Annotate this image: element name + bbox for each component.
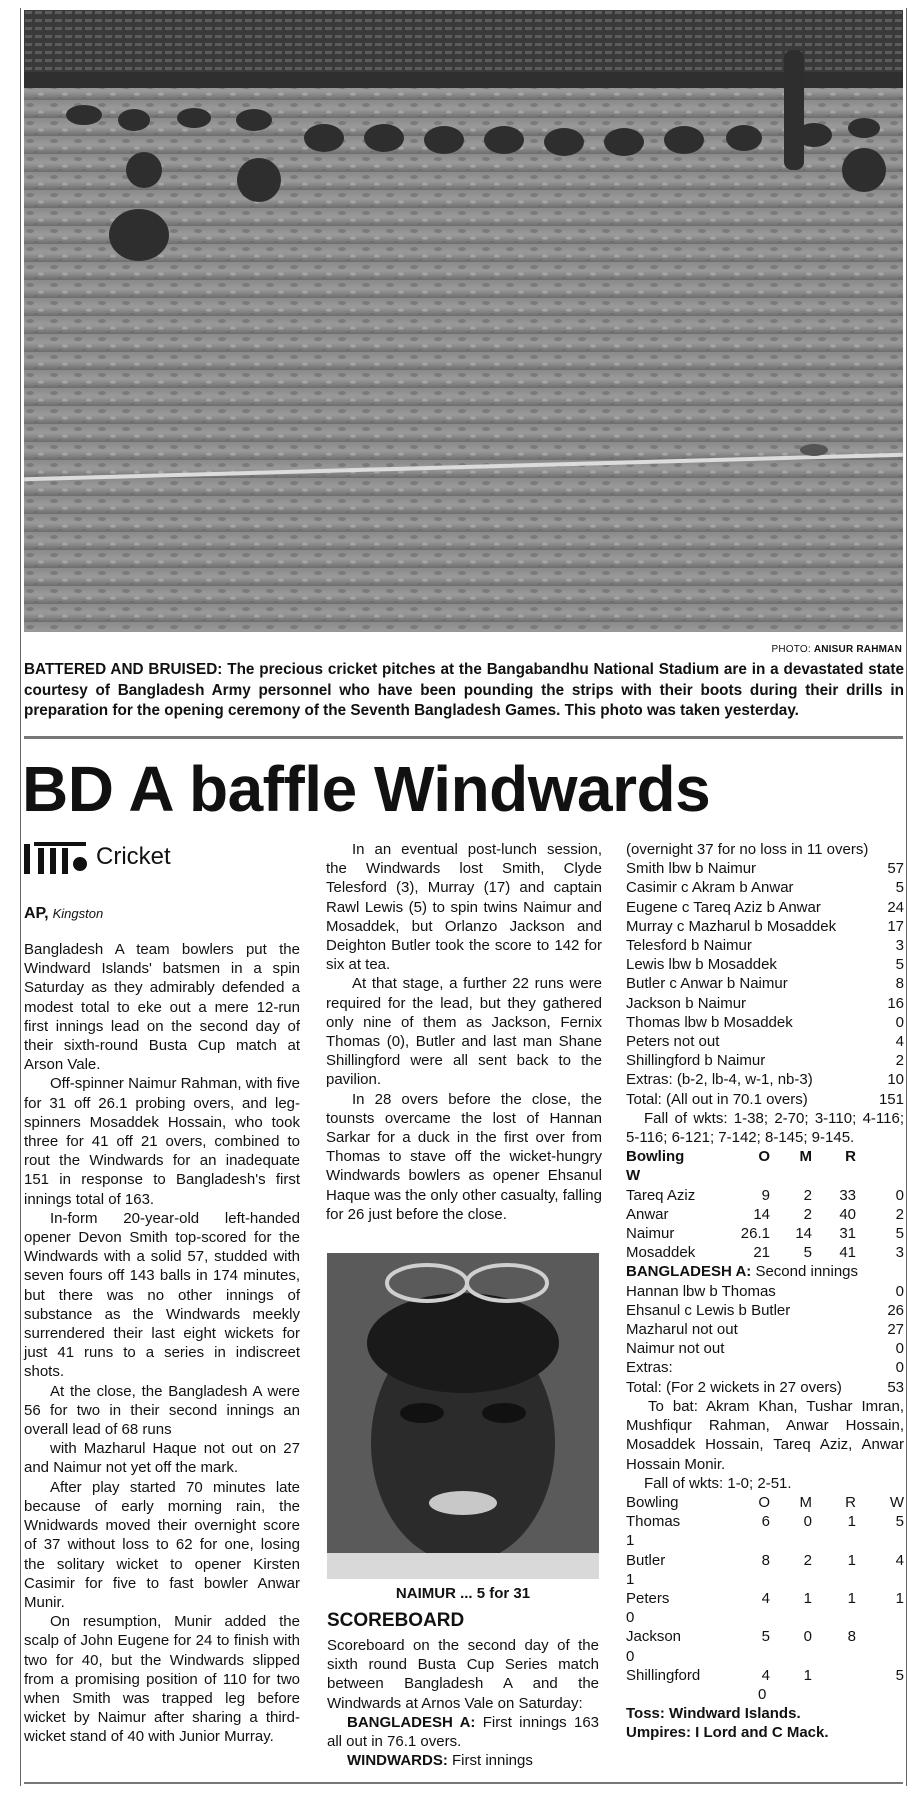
second-innings-heading: BANGLADESH A: Second innings (626, 1263, 859, 1281)
runs: 4 (895, 1033, 904, 1051)
runs: 5 (895, 956, 904, 974)
player-photo-caption: NAIMUR ... 5 for 31 (395, 1585, 531, 1602)
player-photo (327, 1253, 599, 1579)
bowling-r (812, 1666, 856, 1685)
dateline: AP, Kingston (24, 905, 104, 922)
bowling-o: 4 (761, 1589, 770, 1607)
paragraph: At that stage, a further 22 runs were required for the lead, but they gathered only nine of them as Jackson, Fernix Thomas (0), Butler and last man Shane Shillingford were all sent back to the pavilion. (326, 975, 602, 1089)
fall-of-wickets: Fall of wkts: 1-38; 2-70; 3-110; 4-116; 5-116; 6-121; 7-142; 8-145; 9-145. (626, 1109, 904, 1147)
scorecard-row (626, 859, 904, 878)
batsman-entry: Shillingford b Naimur (626, 1052, 766, 1070)
bowling-m: 0 (803, 1513, 812, 1531)
batsman-entry: Murray c Mazharul b Mosaddek (626, 917, 837, 935)
bowling-o: 5 (761, 1628, 770, 1646)
batsman-entry: Extras: (b-2, lb-4, w-1, nb-3) (626, 1071, 813, 1089)
headline: BD A baffle Windwards (22, 753, 711, 825)
bowling-row (626, 1186, 904, 1205)
bowling-header: Bowling O M R (626, 1148, 856, 1166)
article-column-1 (24, 940, 300, 1747)
runs: 17 (887, 917, 904, 935)
scoreboard-intro: Scoreboard on the second day of the sixth round Busta Cup Series match between Bangladesh A and the Windwards at Arnos Vale on Saturday: BANGLADESH A: First innings 163 all out in 76.1 overs. WINDWARDS: First innings (327, 1637, 599, 1770)
batsman-entry: Extras: (626, 1359, 673, 1377)
batsman-entry: Casimir c Akram b Anwar (626, 879, 794, 897)
bowling-o: 9 (761, 1186, 770, 1204)
bowling-w: 2 (895, 1205, 904, 1223)
runs: 0 (895, 1013, 904, 1031)
runs: 151 (878, 1090, 904, 1108)
bowling-name: Peters (626, 1589, 670, 1607)
bangladesh-bowling (626, 1186, 904, 1263)
runs: 53 (887, 1378, 904, 1396)
stadium-photo (24, 10, 903, 632)
runs: 16 (887, 994, 904, 1012)
batsman-entry: Butler c Anwar b Naimur (626, 975, 788, 993)
batsman-entry: Telesford b Naimur (626, 937, 752, 955)
bottom-divider (24, 1782, 903, 1784)
bowling-name: Jackson (626, 1628, 682, 1646)
scorecard-row (626, 1051, 904, 1070)
scorecard-row (626, 1320, 904, 1339)
runs: 0 (895, 1340, 904, 1358)
bowling-r: 41 (839, 1244, 856, 1262)
scorecard-row (626, 1378, 904, 1397)
bowling-m: 2 (803, 1186, 812, 1204)
runs: 2 (895, 1052, 904, 1070)
runs: 5 (895, 879, 904, 897)
paragraph: After play started 70 minutes late because of early morning rain, the Wnidwards moved their overnight score of 37 without loss to 62 for one, losing the solitary wicket to opener Kirsten Casimir for five to fast bowler Anwar Munir. (24, 1478, 300, 1611)
scorecard-row (626, 917, 904, 936)
bowling-row (626, 1589, 904, 1608)
umpires: Umpires: I Lord and C Mack. (626, 1724, 829, 1742)
scorecard-row (626, 1013, 904, 1032)
bowling-row (626, 1551, 904, 1570)
bowling-w: 0 (895, 1186, 904, 1204)
batsman-entry: Total: (For 2 wickets in 27 overs) (626, 1378, 842, 1396)
toss: Toss: Windward Islands. (626, 1705, 801, 1723)
fall-of-wickets-2: Fall of wkts: 1-0; 2-51. (644, 1474, 792, 1492)
bowling-m: 0 (803, 1628, 812, 1646)
bowling-r: 8 (847, 1628, 856, 1646)
scorecard-row (626, 974, 904, 993)
paragraph: On resumption, Munir added the scalp of John Eugene for 24 to finish with two for 40, but the Windwards slipped from a promising position of 110 for two when Smith was trapped leg before wicket by Naimur after sharing a third-wicket stand of 40 with Junior Murray. (24, 1613, 300, 1746)
bowling-name: Butler (626, 1551, 666, 1569)
to-bat: To bat: Akram Khan, Tushar Imran, Mushfiqur Rahman, Anwar Hossain, Mosaddek Hossain, Tareq Aziz, Anwar Hossain Monir. (626, 1397, 904, 1473)
runs: 3 (895, 937, 904, 955)
bowling-name: Anwar (626, 1205, 669, 1223)
bowling-w (856, 1627, 904, 1646)
paragraph: Off-spinner Naimur Rahman, with five for 31 off 26.1 probing overs, and leg-spinners Mosaddek Hossain, who took three for 41 off 21 overs, combined to rout the Windwards for an inadequate 151 in response to Bangladesh's first innings total of 163. (24, 1075, 300, 1208)
runs: 57 (887, 860, 904, 878)
bowling-row (626, 1243, 904, 1262)
runs: 0 (895, 1359, 904, 1377)
bowling-r: 40 (839, 1205, 856, 1223)
bowling-wrap-value: 1 (626, 1570, 635, 1588)
bowling-r: 1 (847, 1513, 856, 1531)
bowling-w: 1 (895, 1589, 904, 1607)
bowling-w: 3 (895, 1244, 904, 1262)
photo-caption (24, 660, 904, 722)
bowling-r: 1 (847, 1551, 856, 1569)
scorecard-row (626, 936, 904, 955)
batsman-entry: Peters not out (626, 1033, 720, 1051)
windwards-bowling (626, 1512, 904, 1704)
scorecard-row (626, 1032, 904, 1051)
bowling-wrap-value: 0 (758, 1685, 767, 1703)
paragraph: At the close, the Bangladesh A were 56 for two in their second innings an overall lead of 68 runs (24, 1382, 300, 1439)
bangladesh-batting (626, 1282, 904, 1397)
bowling-m: 1 (803, 1666, 812, 1684)
bowling-row (626, 1224, 904, 1243)
bowling-row (626, 1512, 904, 1531)
cricket-stumps-icon (24, 840, 90, 874)
right-border (906, 8, 907, 1786)
bowling-o: 8 (761, 1551, 770, 1569)
paragraph: In-form 20-year-old left-handed opener Devon Smith top-scored for the Windwards with a solid 57, studded with seven fours off 143 balls in 174 minutes, but there was no other innings of substance as the Windwards meekly surrendered their last eight wickets for just 41 runs to a series in indiscreet shots. (24, 1209, 300, 1381)
scorecard-row (626, 898, 904, 917)
batsman-entry: Mazharul not out (626, 1321, 738, 1339)
bowling-o: 4 (761, 1666, 770, 1684)
bowling-r: 31 (839, 1225, 856, 1243)
scorecard-row (626, 1070, 904, 1089)
scorecard-column (626, 840, 904, 1743)
runs: 10 (887, 1071, 904, 1089)
scorecard-row (626, 1358, 904, 1377)
bowling-m: 2 (803, 1551, 812, 1569)
bowling-o: 14 (753, 1205, 770, 1223)
batsman-entry: Ehsanul c Lewis b Butler (626, 1301, 791, 1319)
scoreboard-title: SCOREBOARD (327, 1610, 465, 1631)
paragraph: with Mazharul Haque not out on 27 and Naimur not yet off the mark. (24, 1440, 300, 1477)
batsman-entry: Jackson b Naimur (626, 994, 747, 1012)
overnight-note: (overnight 37 for no loss in 11 overs) (626, 841, 869, 858)
bowling-row (626, 1627, 904, 1646)
batsman-entry: Eugene c Tareq Aziz b Anwar (626, 898, 821, 916)
scorecard-row (626, 994, 904, 1013)
scorecard-row (626, 955, 904, 974)
runs: 27 (887, 1321, 904, 1339)
batsman-entry: Hannan lbw b Thomas (626, 1282, 776, 1300)
bowling-name: Mosaddek (626, 1244, 696, 1262)
paragraph: Bangladesh A team bowlers put the Windward Islands' batsmen in a spin Saturday as they admirably defended a modest total to eke out a mere 12-run first innings lead on the second day of their sixth-round Busta Cup match at Arson Vale. (24, 941, 300, 1074)
bowling-r: 1 (847, 1589, 856, 1607)
scorecard-row (626, 878, 904, 897)
batsman-entry: Thomas lbw b Mosaddek (626, 1013, 793, 1031)
bowling-w: 4 (895, 1551, 904, 1569)
left-border (20, 8, 21, 1786)
runs: 0 (895, 1282, 904, 1300)
bowling-wrap-value: 0 (626, 1647, 635, 1665)
bowling-wrap-value: 0 (626, 1609, 635, 1627)
bowling-name: Naimur (626, 1225, 675, 1243)
scorecard-row (626, 1339, 904, 1358)
article-column-2 (326, 840, 602, 1224)
runs: 24 (887, 898, 904, 916)
bowling-w: 5 (895, 1666, 904, 1684)
bowling-o: 21 (753, 1244, 770, 1262)
bowling-w: 5 (895, 1225, 904, 1243)
runs: 8 (895, 975, 904, 993)
bowling-r: 33 (839, 1186, 856, 1204)
runs: 26 (887, 1301, 904, 1319)
bowling-o: 6 (761, 1513, 770, 1531)
batsman-entry: Total: (All out in 70.1 overs) (626, 1090, 808, 1108)
section-title: Cricket (96, 843, 171, 870)
paragraph: In 28 overs before the close, the tounsts overcame the lost of Hannan Sarkar for a duck in the first over from Thomas to stave off the wicket-hungry Windwards bowlers as opener Ehsanul Haque was the only other casualty, falling for 26 just before the close. (326, 1090, 602, 1223)
bowling-wrap-value: 1 (626, 1532, 635, 1550)
windwards-batting (626, 859, 904, 1109)
caption-lead: BATTERED AND BRUISED: (24, 661, 223, 678)
scorecard-row (626, 1282, 904, 1301)
bowling-header-w: W (626, 1167, 641, 1185)
caption-text: The precious cricket pitches at the Bangabandhu National Stadium are in a devastated state courtesy of Bangladesh Army personnel who have been pounding the strips with their boots during their drills in preparation for the opening ceremony of the Seventh Bangladesh Games. This photo was taken yesterday. (24, 661, 905, 719)
bowling-w: 5 (895, 1513, 904, 1531)
scorecard-row (626, 1301, 904, 1320)
paragraph: In an eventual post-lunch session, the Windwards lost Smith, Clyde Telesford (3), Murray (17) and captain Rawl Lewis (5) to spin twins Naimur and Mosaddek, but Orlanzo Jackson and Deighton Butler took the score to 142 for six at tea. (326, 841, 602, 974)
bowling-o: 26.1 (740, 1225, 770, 1243)
bowling-m: 5 (803, 1244, 812, 1262)
bowling-name: Shillingford (626, 1666, 701, 1684)
photo-credit: PHOTO: ANISUR RAHMAN (771, 644, 902, 655)
section-label (24, 840, 171, 874)
batsman-entry: Naimur not out (626, 1340, 725, 1358)
bowling-m: 1 (803, 1589, 812, 1607)
bowling-name: Tareq Aziz (626, 1186, 696, 1204)
bowling-header-2: Bowling O M R W (626, 1493, 904, 1511)
batsman-entry: Lewis lbw b Mosaddek (626, 956, 777, 974)
bowling-m: 14 (795, 1225, 812, 1243)
bowling-row (626, 1666, 904, 1685)
bowling-row (626, 1205, 904, 1224)
scorecard-row (626, 1090, 904, 1109)
batsman-entry: Smith lbw b Naimur (626, 860, 757, 878)
bowling-name: Thomas (626, 1513, 681, 1531)
divider (24, 736, 903, 739)
bowling-m: 2 (803, 1205, 812, 1223)
